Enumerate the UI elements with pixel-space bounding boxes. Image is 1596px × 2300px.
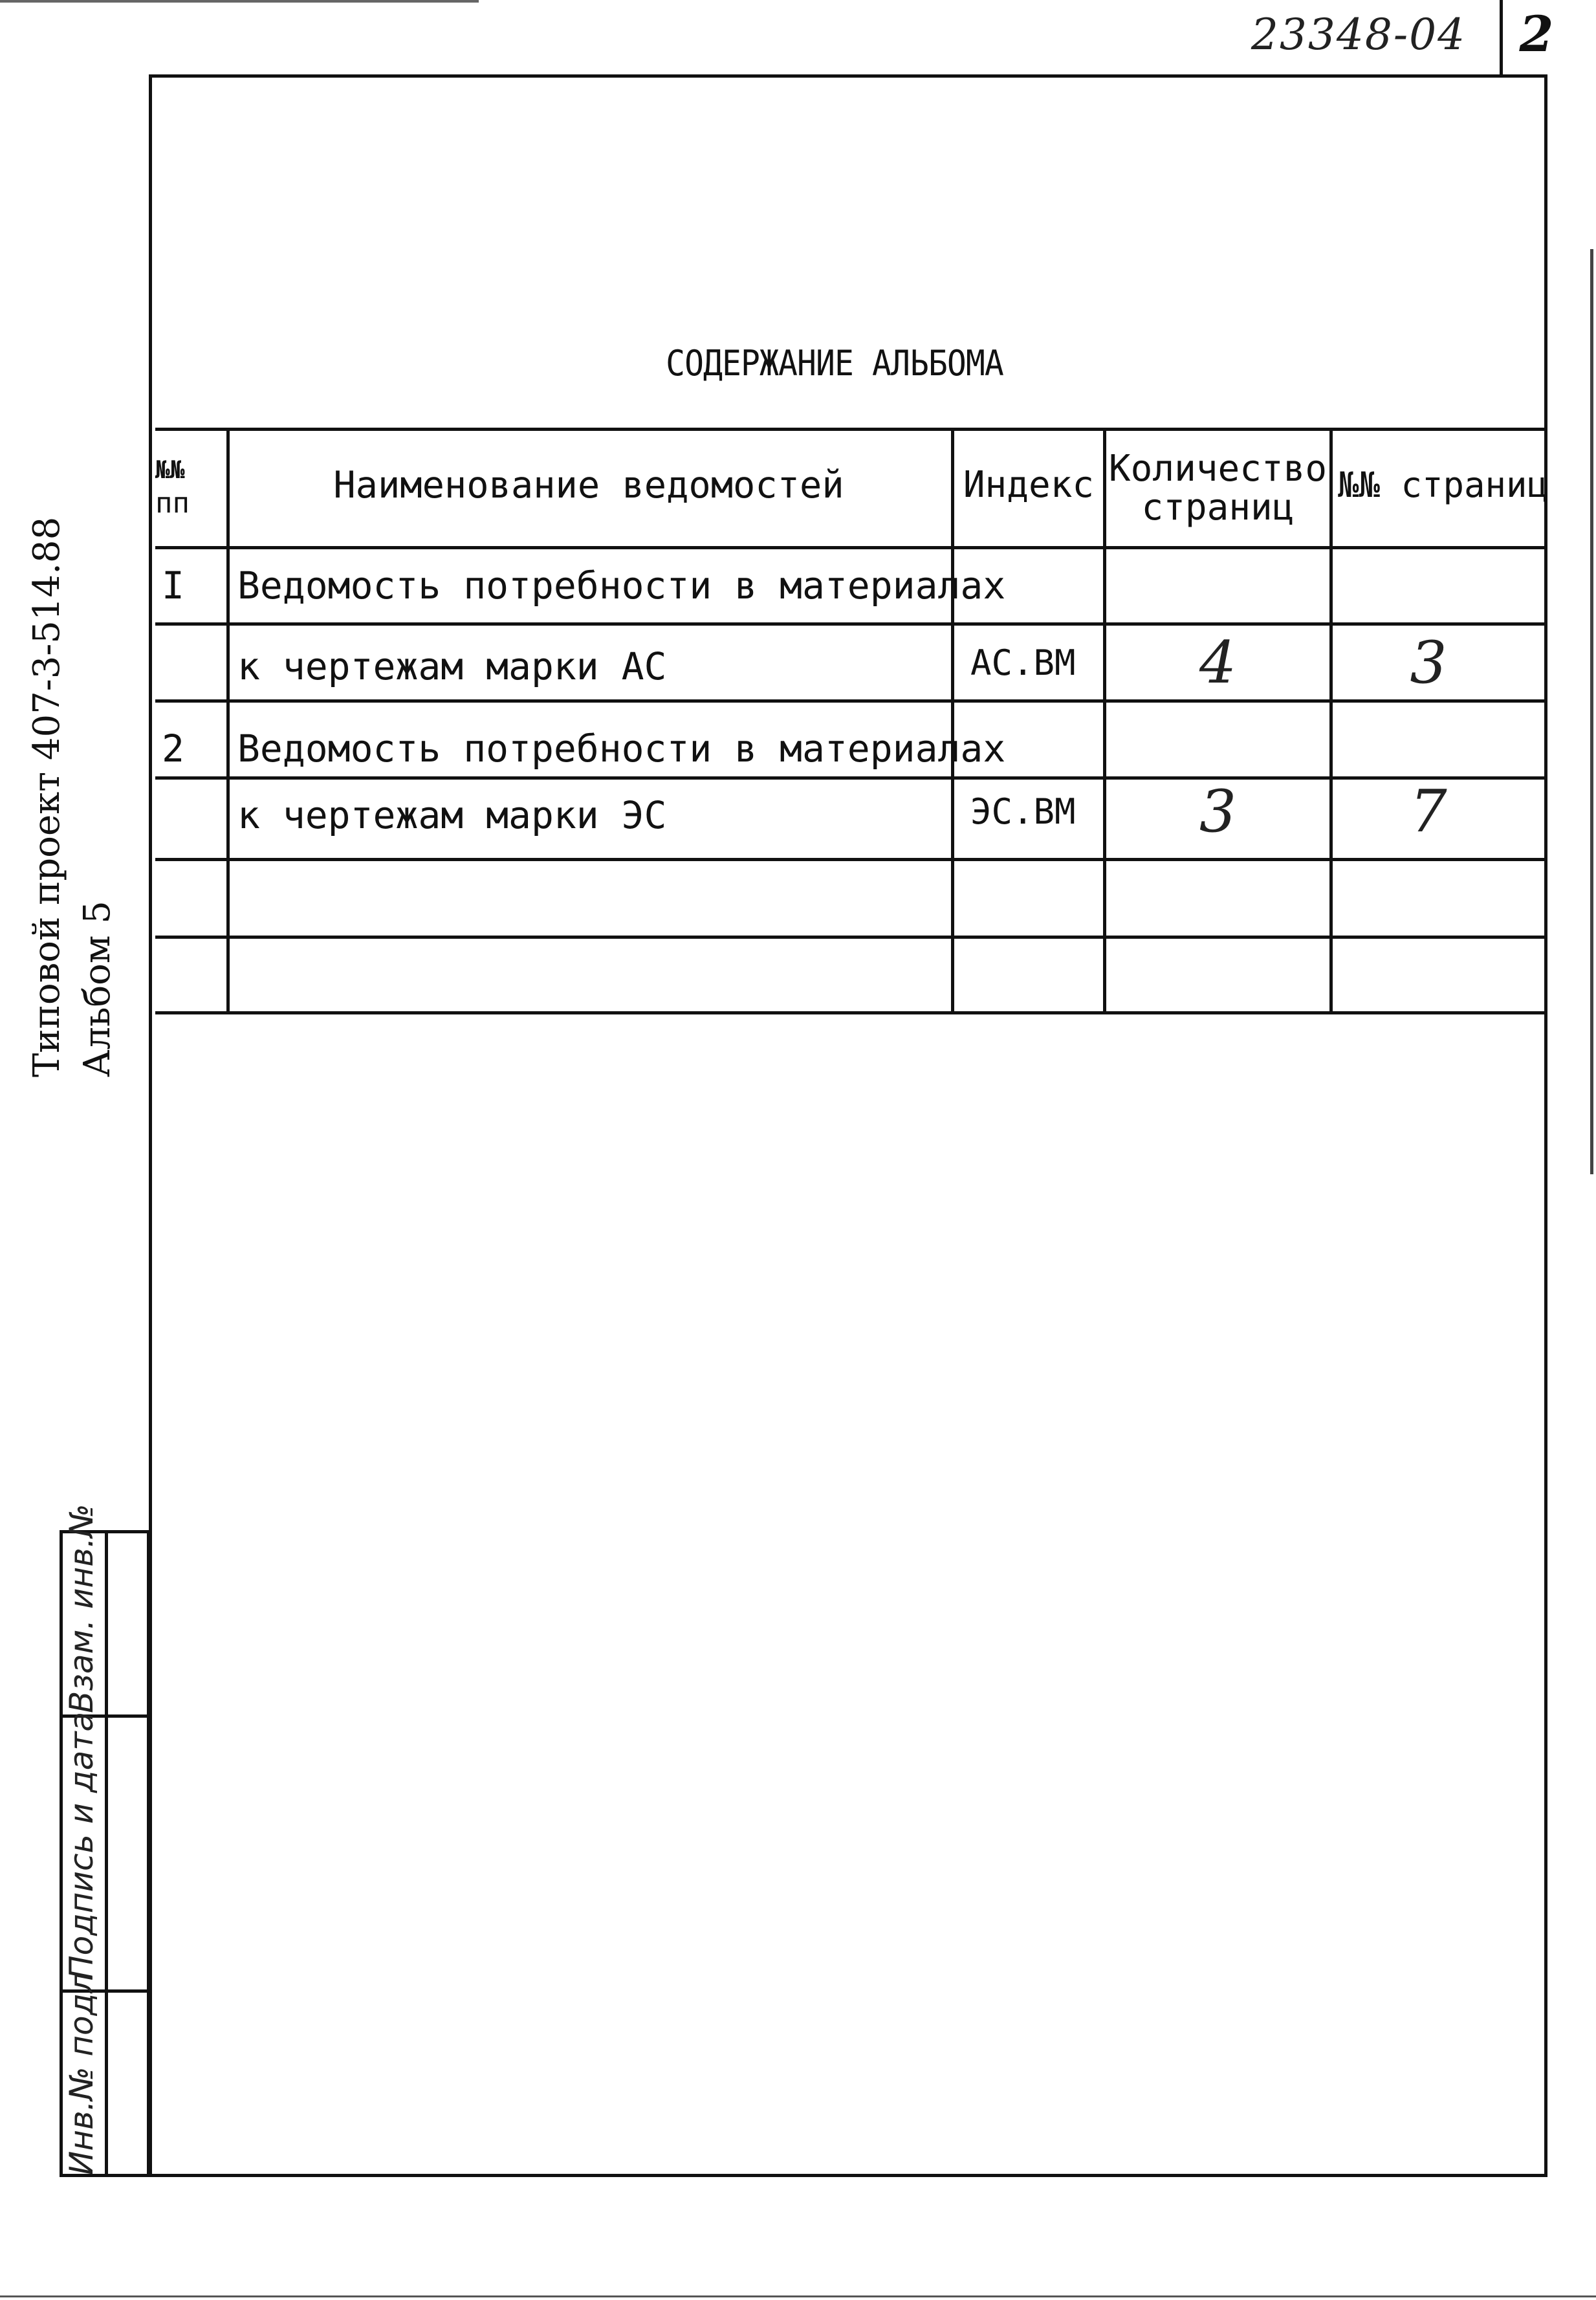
header-page-count-line1: Количество xyxy=(1108,448,1328,490)
header-page-numbers: №№ страниц xyxy=(1337,465,1549,505)
stamp-signature-date-label: Подпись и дата xyxy=(63,1711,100,1980)
header-num-line2: пп xyxy=(155,487,190,520)
scan-edge-mark xyxy=(1590,249,1593,1174)
album-contents-title: СОДЕРЖАНИЕ АЛЬБОМА xyxy=(666,343,1003,384)
row-4-page-count: 3 xyxy=(1199,778,1237,846)
table-bottom-border xyxy=(155,1011,1546,1014)
row-3-name: Ведомость потребности в материалах xyxy=(237,727,1006,771)
row-4-page-numbers: 7 xyxy=(1410,778,1447,846)
header-index: Индекс xyxy=(963,464,1095,506)
stamp-divider xyxy=(105,1530,108,2177)
header-num xyxy=(155,453,226,520)
table-col-divider xyxy=(951,428,954,1014)
stamp-replaces-inventory-label: Взам. инв.№ xyxy=(63,1504,100,1713)
row-1-num: I xyxy=(162,564,184,608)
row-2-name: к чертежам марки АС xyxy=(237,644,667,688)
header-name: Наименование ведомостей xyxy=(333,464,844,507)
project-designation: Типовой проект 407-3-514.88 xyxy=(26,516,68,1077)
stamp-original-inventory-label: Инв.№ подл xyxy=(63,1972,100,2175)
table-row-line xyxy=(155,936,1546,939)
header-page-count xyxy=(1106,450,1329,527)
table-col-divider xyxy=(1329,428,1333,1014)
album-number: Альбом 5 xyxy=(76,901,118,1077)
bottom-scan-line xyxy=(0,2295,1596,2297)
table-header-bottom xyxy=(155,546,1546,549)
row-2-page-count: 4 xyxy=(1199,629,1237,697)
header-page-count-line2: страниц xyxy=(1141,487,1295,529)
table-row-line xyxy=(155,858,1546,861)
page-frame xyxy=(149,74,1547,2177)
table-top-border xyxy=(155,428,1546,431)
sheet-number: 2 xyxy=(1519,5,1554,63)
row-1-name: Ведомость потребности в материалах xyxy=(237,564,1006,608)
row-2-index: АС.ВМ xyxy=(970,642,1076,683)
row-2-page-numbers: 3 xyxy=(1410,629,1447,697)
table-col-divider xyxy=(226,428,230,1014)
row-4-name: к чертежам марки ЭС xyxy=(237,793,667,837)
document-number: 23348-04 xyxy=(1251,10,1467,60)
row-3-num: 2 xyxy=(162,727,184,771)
table-row-line xyxy=(155,699,1546,703)
row-4-index: ЭС.ВМ xyxy=(970,791,1076,832)
table-row-line xyxy=(155,622,1546,626)
header-num-line1: №№ xyxy=(155,455,185,484)
top-scan-line xyxy=(0,0,479,3)
